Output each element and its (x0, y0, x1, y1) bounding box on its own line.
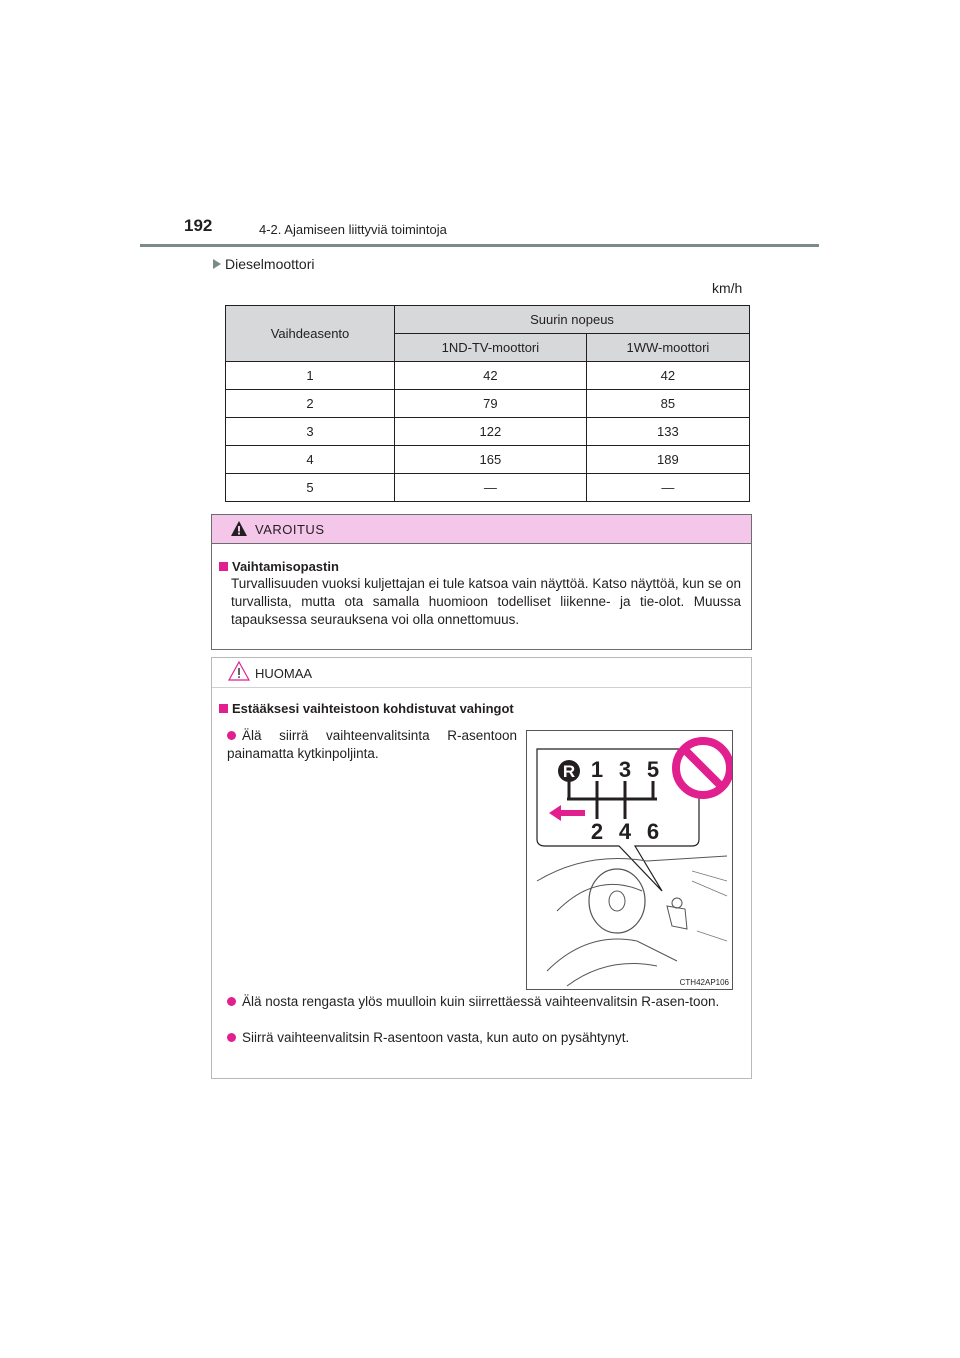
cell-gear: 3 (226, 418, 395, 446)
cell-engine-b: 133 (586, 418, 749, 446)
table-row (226, 418, 750, 446)
warning-box (211, 514, 752, 650)
triangle-right-icon (213, 259, 221, 269)
bullet-dot-icon (227, 1033, 236, 1042)
subheading-text: Dieselmoottori (225, 256, 315, 272)
header-divider (140, 244, 819, 247)
warning-subtitle-text: Vaihtamisopastin (232, 559, 339, 574)
gear-label-6: 6 (646, 819, 660, 844)
notice-bullet (227, 727, 517, 763)
warning-text: Turvallisuuden vuoksi kuljettajan ei tule katsoa vain näyttöä. Katso näyttöä, kun se on turvallista, mutta ota samalla huomioon todelliset liikenne- ja tie-olot. Muussa tapauksessa seurauksena voi olla onnettomuus. (231, 576, 741, 627)
warning-title: VAROITUS (255, 522, 325, 537)
cell-engine-a: — (395, 474, 587, 502)
max-speed-table (225, 305, 750, 502)
section-title: 4-2. Ajamiseen liittyviä toimintoja (259, 222, 447, 237)
table-row (226, 474, 750, 502)
warning-header (212, 515, 751, 544)
bullet-dot-icon (227, 731, 236, 740)
shift-pattern-illustration (526, 730, 733, 990)
notice-title: HUOMAA (255, 666, 313, 681)
cell-engine-a: 122 (395, 418, 587, 446)
gear-label-4: 4 (618, 819, 632, 844)
cell-engine-a: 165 (395, 446, 587, 474)
notice-header (212, 658, 751, 688)
col-header-gear: Vaihdeasento (226, 306, 395, 362)
gear-shift-drawing (527, 731, 732, 989)
notice-subtitle (219, 701, 514, 716)
cell-engine-b: 189 (586, 446, 749, 474)
cell-engine-b: — (586, 474, 749, 502)
table-row (226, 362, 750, 390)
cell-engine-b: 42 (586, 362, 749, 390)
warning-triangle-icon (230, 520, 248, 537)
notice-subtitle-text: Estääksesi vaihteistoon kohdistuvat vahingot (232, 701, 514, 716)
col-header-max-speed: Suurin nopeus (395, 306, 750, 334)
table-row (226, 446, 750, 474)
bullet-text: Siirrä vaihteenvalitsin R-asentoon vasta, kun auto on pysähtynyt. (242, 1030, 630, 1045)
cell-gear: 4 (226, 446, 395, 474)
bullet-text: Älä siirrä vaihteenvalitsinta R-asentoon painamatta kytkinpoljinta. (227, 728, 517, 761)
cell-gear: 2 (226, 390, 395, 418)
illustration-code: CTH42AP106 (679, 978, 729, 987)
col-header-engine-b: 1WW-moottori (586, 334, 749, 362)
cell-gear: 5 (226, 474, 395, 502)
gear-label-r: R (562, 762, 576, 781)
table-row (226, 390, 750, 418)
notice-box (211, 657, 752, 1079)
cell-engine-a: 42 (395, 362, 587, 390)
page-number: 192 (184, 216, 213, 235)
cell-gear: 1 (226, 362, 395, 390)
gear-label-2: 2 (590, 819, 604, 844)
bullet-text: Älä nosta rengasta ylös muulloin kuin siirrettäessä vaihteenvalitsin R-asen-toon. (242, 994, 720, 1009)
caution-triangle-icon (228, 660, 250, 682)
gear-label-5: 5 (646, 757, 660, 782)
notice-bullet (227, 993, 747, 1011)
bullet-dot-icon (227, 997, 236, 1006)
warning-subtitle (219, 559, 339, 574)
gear-label-1: 1 (590, 757, 604, 782)
notice-bullet (227, 1029, 747, 1047)
cell-engine-a: 79 (395, 390, 587, 418)
gear-label-3: 3 (618, 757, 632, 782)
col-header-engine-a: 1ND-TV-moottori (395, 334, 587, 362)
square-bullet-icon (219, 562, 228, 571)
square-bullet-icon (219, 704, 228, 713)
cell-engine-b: 85 (586, 390, 749, 418)
subheading (213, 256, 314, 272)
unit-label: km/h (712, 280, 743, 296)
